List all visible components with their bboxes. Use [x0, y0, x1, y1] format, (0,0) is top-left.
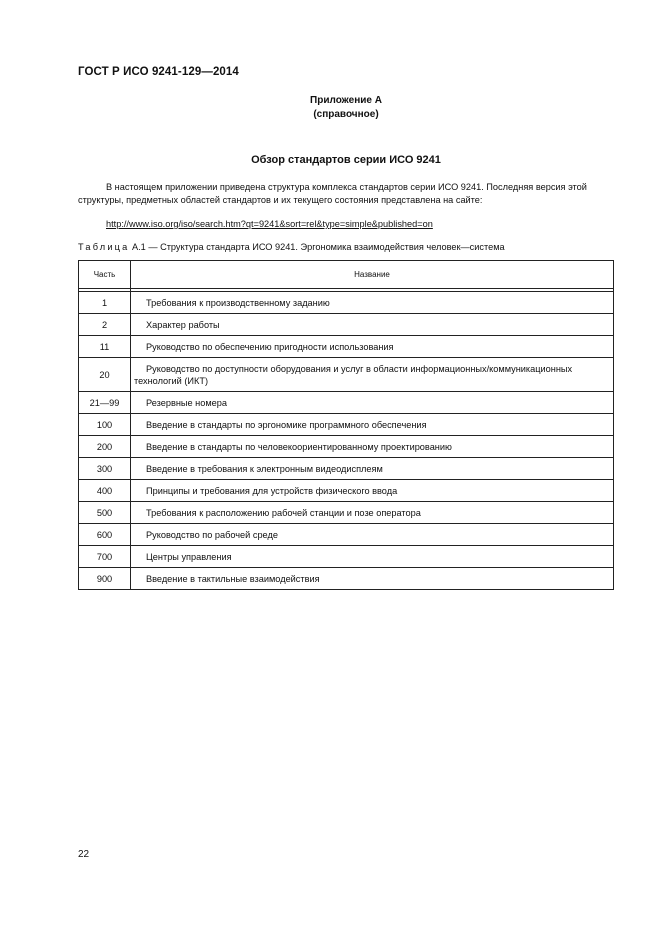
part-number: 200	[79, 436, 131, 458]
part-title: Введение в требования к электронным видеодисплеям	[131, 458, 614, 480]
part-title: Характер работы	[131, 314, 614, 336]
table-row	[79, 414, 614, 436]
part-number: 11	[79, 336, 131, 358]
part-number: 300	[79, 458, 131, 480]
part-number: 500	[79, 502, 131, 524]
appendix-title: Приложение А	[310, 95, 382, 106]
part-number: 900	[79, 568, 131, 590]
table-row	[79, 480, 614, 502]
part-title: Введение в тактильные взаимодействия	[131, 568, 614, 590]
column-header-name: Название	[131, 261, 614, 289]
part-title: Введение в стандарты по эргономике программного обеспечения	[131, 414, 614, 436]
intro-paragraph: В настоящем приложении приведена структура комплекса стандартов серии ИСО 9241. Последняя версия этой структуры, предметных областей стандартов и их текущего состояния представлена на сайте:	[78, 182, 587, 205]
table-row	[79, 436, 614, 458]
part-title: Принципы и требования для устройств физического ввода	[131, 480, 614, 502]
standards-structure-table	[78, 260, 614, 590]
part-title: Резервные номера	[131, 392, 614, 414]
part-title: Руководство по доступности оборудования и услуг в области информационных/коммуникационных технологий (ИКТ)	[131, 358, 614, 392]
table-row	[79, 336, 614, 358]
section-title: Обзор стандартов серии ИСО 9241	[251, 154, 441, 166]
appendix-subtitle: (справочное)	[313, 109, 379, 120]
table-row	[79, 292, 614, 314]
part-title: Руководство по рабочей среде	[131, 524, 614, 546]
part-number: 20	[79, 358, 131, 392]
table-row	[79, 314, 614, 336]
table-row	[79, 524, 614, 546]
page-number: 22	[78, 849, 90, 860]
table-caption-text: А.1 — Структура стандарта ИСО 9241. Эргономика взаимодействия человек—система	[129, 242, 505, 252]
part-number: 400	[79, 480, 131, 502]
table-row	[79, 546, 614, 568]
iso-search-link[interactable]: http://www.iso.org/iso/search.htm?qt=9241&sort=rel&type=simple&published=on	[106, 219, 433, 229]
part-title: Введение в стандарты по человекоориентированному проектированию	[131, 436, 614, 458]
table-row	[79, 358, 614, 392]
document-id-header: ГОСТ Р ИСО 9241-129—2014	[78, 66, 239, 78]
table-row	[79, 458, 614, 480]
part-title: Требования к производственному заданию	[131, 292, 614, 314]
column-header-part: Часть	[79, 261, 131, 289]
part-number: 600	[79, 524, 131, 546]
part-number: 100	[79, 414, 131, 436]
table-row	[79, 392, 614, 414]
table-row	[79, 502, 614, 524]
table-header-row	[79, 261, 614, 289]
part-number: 21—99	[79, 392, 131, 414]
part-title: Требования к расположению рабочей станции и позе оператора	[131, 502, 614, 524]
appendix-heading	[0, 94, 661, 122]
table-caption-label: Таблица	[78, 242, 130, 252]
part-number: 1	[79, 292, 131, 314]
table-caption	[78, 242, 505, 252]
part-title: Руководство по обеспечению пригодности использования	[131, 336, 614, 358]
part-title: Центры управления	[131, 546, 614, 568]
table-row	[79, 568, 614, 590]
part-number: 700	[79, 546, 131, 568]
part-number: 2	[79, 314, 131, 336]
